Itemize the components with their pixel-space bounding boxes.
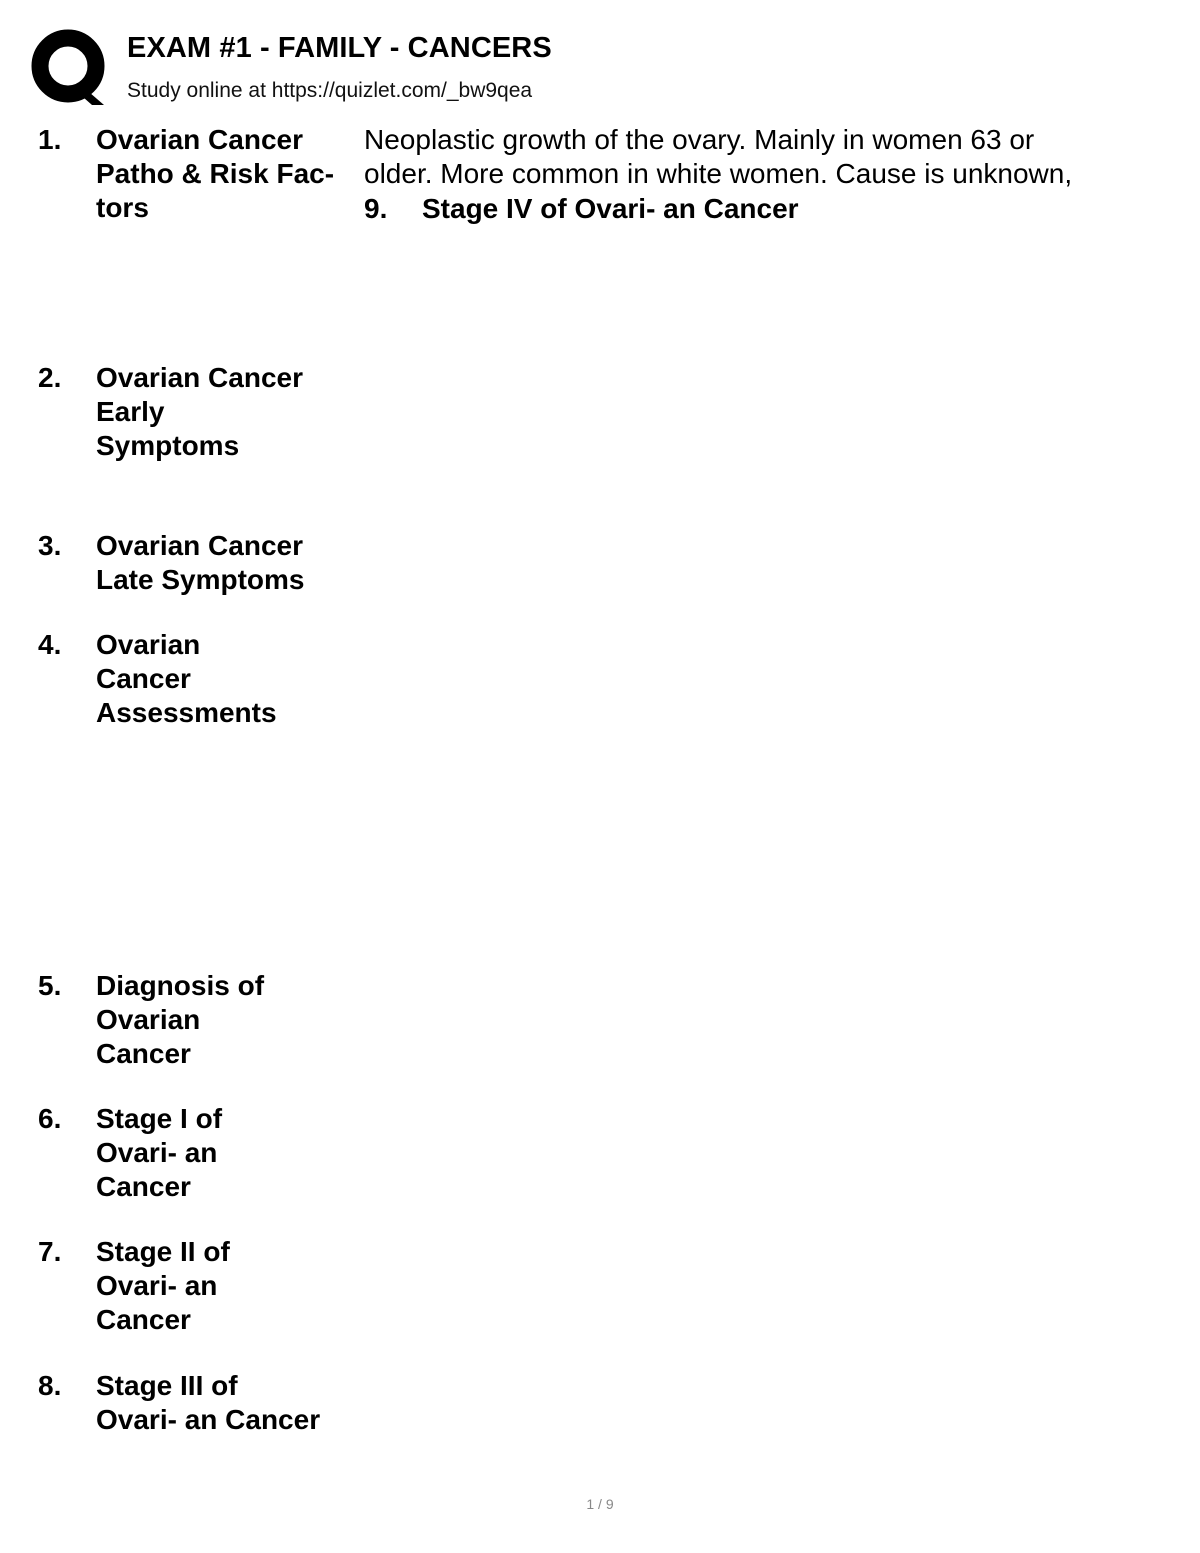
term-line: Ovarian Cancer <box>96 124 303 155</box>
term-line: Late Symptoms <box>96 564 305 595</box>
term-line: Cancer <box>96 1304 191 1335</box>
card-number: 9. <box>364 193 388 224</box>
quizlet-logo-icon <box>30 28 110 108</box>
card-number: 1. <box>38 124 62 155</box>
card-term <box>96 361 303 463</box>
card-term <box>96 529 305 597</box>
card-term: Stage IV of Ovari- an Cancer <box>422 193 799 224</box>
card-term <box>96 1235 230 1337</box>
term-line: Stage III of <box>96 1370 238 1401</box>
card-number: 2. <box>38 362 62 393</box>
study-online-link[interactable]: Study online at https://quizlet.com/_bw9qea <box>127 79 533 102</box>
term-line: Ovari- an Cancer <box>96 1404 321 1435</box>
term-line: Ovari- an <box>96 1270 218 1301</box>
term-line: Stage II of <box>96 1236 230 1267</box>
term-line: Ovarian Cancer <box>96 362 303 393</box>
term-line: Ovari- an <box>96 1137 218 1168</box>
term-line: Cancer <box>96 663 191 694</box>
page-indicator: 1 / 9 <box>586 1496 614 1512</box>
card-number: 7. <box>38 1236 62 1267</box>
card-term <box>96 969 264 1071</box>
card-term <box>96 123 334 225</box>
card-number: 3. <box>38 530 62 561</box>
term-line: tors <box>96 192 149 223</box>
card-number: 5. <box>38 970 62 1001</box>
term-line: Ovarian Cancer <box>96 530 303 561</box>
card-term <box>96 1369 320 1437</box>
card-term <box>96 1102 222 1204</box>
term-line: Early <box>96 396 165 427</box>
term-line: Ovarian <box>96 1004 201 1035</box>
term-line: Cancer <box>96 1038 191 1069</box>
page-title: EXAM #1 - FAMILY - CANCERS <box>127 32 552 64</box>
card-number: 8. <box>38 1370 62 1401</box>
term-line: Cancer <box>96 1171 191 1202</box>
card-definition-line: older. More common in white women. Cause is unknown, <box>364 158 1073 189</box>
card-definition-line: Neoplastic growth of the ovary. Mainly in women 63 or <box>364 124 1035 155</box>
term-line: Stage I of <box>96 1103 223 1134</box>
term-line: Patho & Risk Fac- <box>96 158 335 189</box>
term-line: Ovarian <box>96 629 201 660</box>
term-line: Symptoms <box>96 430 240 461</box>
term-line: Assessments <box>96 697 277 728</box>
card-number: 6. <box>38 1103 62 1134</box>
card-term <box>96 628 277 730</box>
card-number: 4. <box>38 629 62 660</box>
term-line: Diagnosis of <box>96 970 265 1001</box>
